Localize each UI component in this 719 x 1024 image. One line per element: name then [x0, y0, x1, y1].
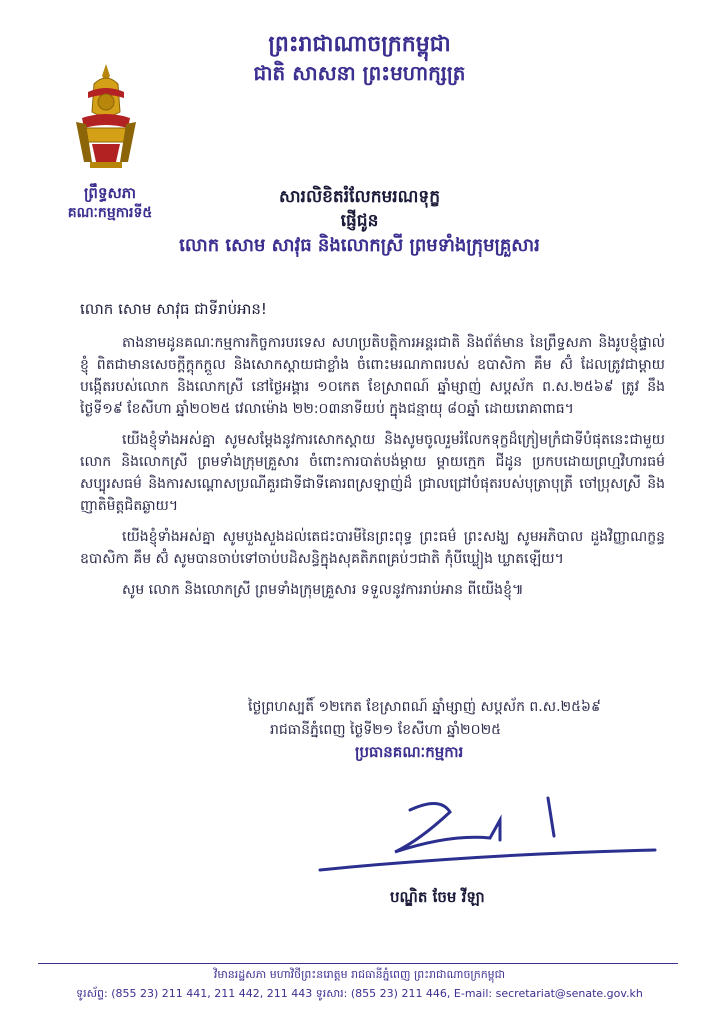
- lunar-date: ថ្ងៃព្រហស្បតិ៍ ១២កេត ខែស្រាពណ៍ ឆ្នាំម្សាញ់ សប្តស័ក ព.ស.២៥៦៩: [248, 699, 601, 715]
- institution-name: ព្រឹទ្ធសភា: [83, 184, 137, 202]
- footer-contact: ទូរស័ព្ទ: (855 23) 211 441, 211 442, 211 443 ទូរសារ: (855 23) 211 446, E-mail: secretariat@senate.gov.kh: [76, 987, 643, 1000]
- national-motto: ជាតិ សាសនា ព្រះមហាក្សត្រ: [253, 61, 466, 85]
- salutation: លោក សោម សាវុធ ជាទីរាប់អាន!: [80, 300, 267, 318]
- footer-divider: [38, 963, 678, 964]
- letter-recipient: លោក សោម សាវុធ និងលោកស្រី ព្រមទាំងក្រុមគ្រួសារ: [179, 235, 540, 256]
- letter-body: [80, 332, 665, 610]
- paragraph: យើងខ្ញុំទាំងអស់គ្នា សូមសម្តែងនូវការសោកស្តាយ និងសូមចូលរួមរំលែកទុក្ខដ៏ក្រៀមក្រំជាទីបំផុតនេះជាមួយលោក និងលោកស្រី ព្រមទាំងក្រុមគ្រួសារ ចំពោះការបាត់បង់ម្តាយ ម្តាយក្មេក ជីដូន ប្រកបដោយព្រហ្មវិហារធម៌ សប្បុរសធម៌ និងការសណ្ដោសប្រណីគួរជាទីជាទីគោរពស្រឡាញ់ដ៏ ជ្រាលជ្រៅបំផុតរបស់បុត្រាបុត្រី ចៅប្រុសស្រី និងញាតិមិត្តជិតឆ្ងាយ។: [80, 432, 665, 514]
- footer-address: វិមានរដ្ឋសភា មហាវិថីព្រះនរោត្តម រាជធានីភ្នំពេញ ព្រះរាជាណាចក្រកម្ពុជា: [213, 968, 506, 981]
- solar-date: រាជធានីភ្នំពេញ ថ្ងៃទី២១ ខែសីហា ឆ្នាំ២០២៥: [270, 722, 502, 738]
- paragraph: តាងនាមដូនគណៈកម្មការកិច្ចការបរទេស សហប្រតិបត្តិការអន្តរជាតិ និងព័ត៌មាន នៃព្រឹទ្ធសភា និងរូបខ្ញុំផ្ទាល់ ខ្ញុំ ពិតជាមានសេចក្តីក្តុកក្តួល និងសោកស្តាយជាខ្លាំង ចំពោះមរណភាពរបស់ ឧបាសិកា គឹម ស៊ំ ដែលត្រូវជាម្តាយបង្កើតរបស់លោក និងលោកស្រី នៅថ្ងៃអង្គារ ១០កេត ខែស្រាពណ៍ ឆ្នាំម្សាញ់ សប្តស័ក ព.ស.២៥៦៩ ត្រូវ នឹងថ្ងៃទី១៩ ខែសីហា ឆ្នាំ២០២៥ វេលាម៉ោង ២២:០៣នាទីយប់ ក្នុងជន្មាយុ ៨០ឆ្នាំ ដោយរោគាពាធ។: [80, 335, 665, 417]
- handwritten-signature: [300, 790, 660, 880]
- letter-title: សារលិខិតរំលែកមរណទុក្ខ: [278, 187, 441, 207]
- paragraph: យើងខ្ញុំទាំងអស់គ្នា សូមបួងសួងដល់តេជះបារមីនៃព្រះពុទ្ធ ព្រះធម៌ ព្រះសង្ឃ សូមអភិបាល ដួងវិញ្ញាណក្ខន្ធ ឧបាសិកា គឹម ស៊ំ សូមបានចាប់ទៅចាប់បដិសន្ធិក្នុងសុគតិភពគ្រប់ៗជាតិ កុំបីឃ្លៀង ឃ្លាតឡើយ។: [80, 529, 665, 567]
- paragraph: សូម លោក និងលោកស្រី ព្រមទាំងក្រុមគ្រួសារ ទទួលនូវការរាប់អាន ពីយើងខ្ញុំ៕: [122, 582, 524, 598]
- signatory-title: ប្រធានគណៈកម្មការ: [355, 743, 464, 761]
- senate-emblem-icon: [74, 62, 138, 172]
- letter-to-prefix: ផ្ញើជូន: [340, 211, 379, 231]
- signer-name: បណ្ឌិត ចែម វីឡា: [390, 888, 485, 906]
- commission-name: គណៈកម្មការទី៥: [67, 205, 153, 221]
- kingdom-heading: ព្រះរាជាណាចក្រកម្ពុជា: [268, 32, 451, 57]
